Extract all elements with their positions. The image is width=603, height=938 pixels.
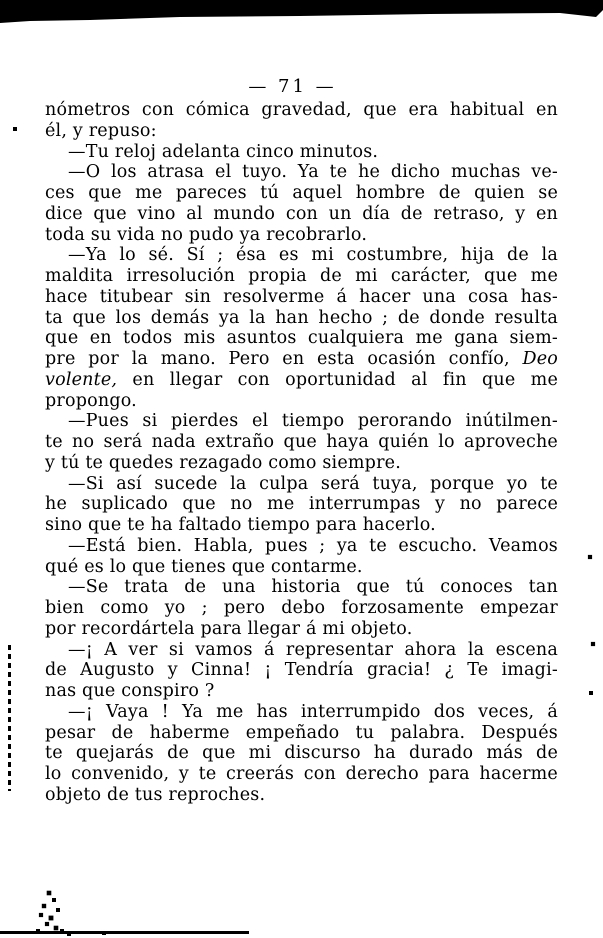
text-line: [45, 474, 558, 495]
italic-text-segment: Deo: [522, 349, 558, 369]
text-segment: sino que te ha faltado tiempo para hacerlo.: [45, 515, 436, 535]
text-segment: pesar de haberme empeñado tu palabra. Después: [45, 722, 558, 743]
text-line: [45, 515, 558, 536]
text-segment: por recordártela para llegar á mi objeto.: [45, 618, 413, 639]
text-segment: qué es lo que tienes que contarme.: [45, 556, 363, 577]
text-segment: propongo.: [45, 390, 137, 411]
text-line: [45, 785, 558, 806]
text-segment: nas que conspiro ?: [45, 681, 215, 701]
text-segment: maldita irresolución propia de mi carácter, que me: [45, 266, 558, 286]
text-segment: lo convenido, y te creerás con derecho para hacerme: [45, 764, 558, 784]
scan-artifact-left-dashed-mark: [8, 645, 11, 791]
text-segment: pre por la mano. Pero en esta ocasión confío,: [45, 349, 523, 369]
text-line: [45, 204, 558, 225]
text-segment: —O los atrasa el tuyo. Ya te he dicho muchas ve-: [68, 162, 558, 183]
text-segment: —Si así sucede la culpa será tuya, porque yo te: [68, 473, 558, 494]
page-number: — 71 —: [248, 76, 337, 97]
text-line: [45, 743, 558, 764]
text-segment: hace titubear sin resolverme á hacer una cosa has-: [45, 286, 558, 307]
text-line: [45, 100, 558, 121]
text-segment: —Tu reloj adelanta cinco minutos.: [68, 141, 379, 162]
text-line: [45, 183, 558, 204]
text-segment: —Se trata de una historia que tú conoces tan: [68, 577, 558, 598]
text-line: [45, 142, 558, 163]
text-line: [45, 764, 558, 785]
text-segment: bien como yo ; pero debo forzosamente empezar: [45, 598, 558, 618]
text-line: [45, 723, 558, 744]
scan-artifact-bottom-rule: [0, 931, 249, 934]
text-line: [45, 308, 558, 329]
scan-artifact-speckles: [0, 0, 2, 2]
text-line: [45, 494, 558, 515]
text-segment: —Está bien. Habla, pues ; ya te escucho. Veamos: [68, 535, 558, 556]
text-line: [45, 557, 558, 578]
text-line: [45, 121, 558, 142]
text-segment: dice que vino al mundo con un día de retraso, y en: [45, 203, 558, 224]
text-segment: ta que los demás ya la han hecho ; de donde resulta: [45, 307, 558, 328]
text-segment: —Pues si pierdes el tiempo perorando inútilmen-: [68, 411, 558, 432]
scan-artifact-top-band: [0, 0, 603, 24]
text-line: [45, 640, 558, 661]
text-line: [45, 391, 558, 412]
text-line: [45, 453, 558, 474]
text-segment: de Augusto y Cinna! ¡ Tendría gracia! ¿ Te imagi-: [45, 660, 558, 681]
italic-text-segment: volente,: [45, 369, 118, 390]
text-line: [45, 536, 558, 557]
text-line: [45, 598, 558, 619]
text-line: [45, 619, 558, 640]
text-line: [45, 349, 558, 370]
text-segment: —¡ Vaya ! Ya me has interrumpido dos veces, á: [68, 701, 558, 722]
text-line: [45, 411, 558, 432]
text-line: [45, 225, 558, 246]
text-line: [45, 287, 558, 308]
text-line: [45, 432, 558, 453]
text-segment: te quejarás de que mi discurso ha durado más de: [45, 743, 558, 764]
text-line: [45, 577, 558, 598]
text-segment: que en todos mis asuntos cualquiera me gana siem-: [45, 328, 558, 349]
text-segment: ces que me pareces tú aquel hombre de quien se: [45, 183, 558, 203]
text-line: [45, 370, 558, 391]
text-segment: objeto de tus reproches.: [45, 784, 266, 805]
text-segment: y tú te quedes rezagado como siempre.: [45, 452, 401, 473]
text-segment: toda su vida no pudo ya recobrarlo.: [45, 224, 368, 245]
page-lines: [45, 100, 558, 806]
text-line: [45, 660, 558, 681]
text-segment: en llegar con oportunidad al fin que me: [117, 369, 558, 390]
text-segment: nómetros con cómica gravedad, que era habitual en: [45, 100, 558, 120]
text-segment: he suplicado que no me interrumpas y no parece: [45, 494, 558, 515]
text-line: [45, 162, 558, 183]
text-segment: él, y repuso:: [45, 120, 157, 141]
text-line: [45, 681, 558, 702]
text-line: [45, 266, 558, 287]
text-line: [45, 702, 558, 723]
text-line: [45, 328, 558, 349]
text-segment: —¡ A ver si vamos á representar ahora la escena: [68, 639, 558, 660]
text-segment: —Ya lo sé. Sí ; ésa es mi costumbre, hija de la: [68, 245, 558, 266]
text-segment: te no será nada extraño que haya quién lo aproveche: [45, 432, 558, 452]
text-line: [45, 245, 558, 266]
